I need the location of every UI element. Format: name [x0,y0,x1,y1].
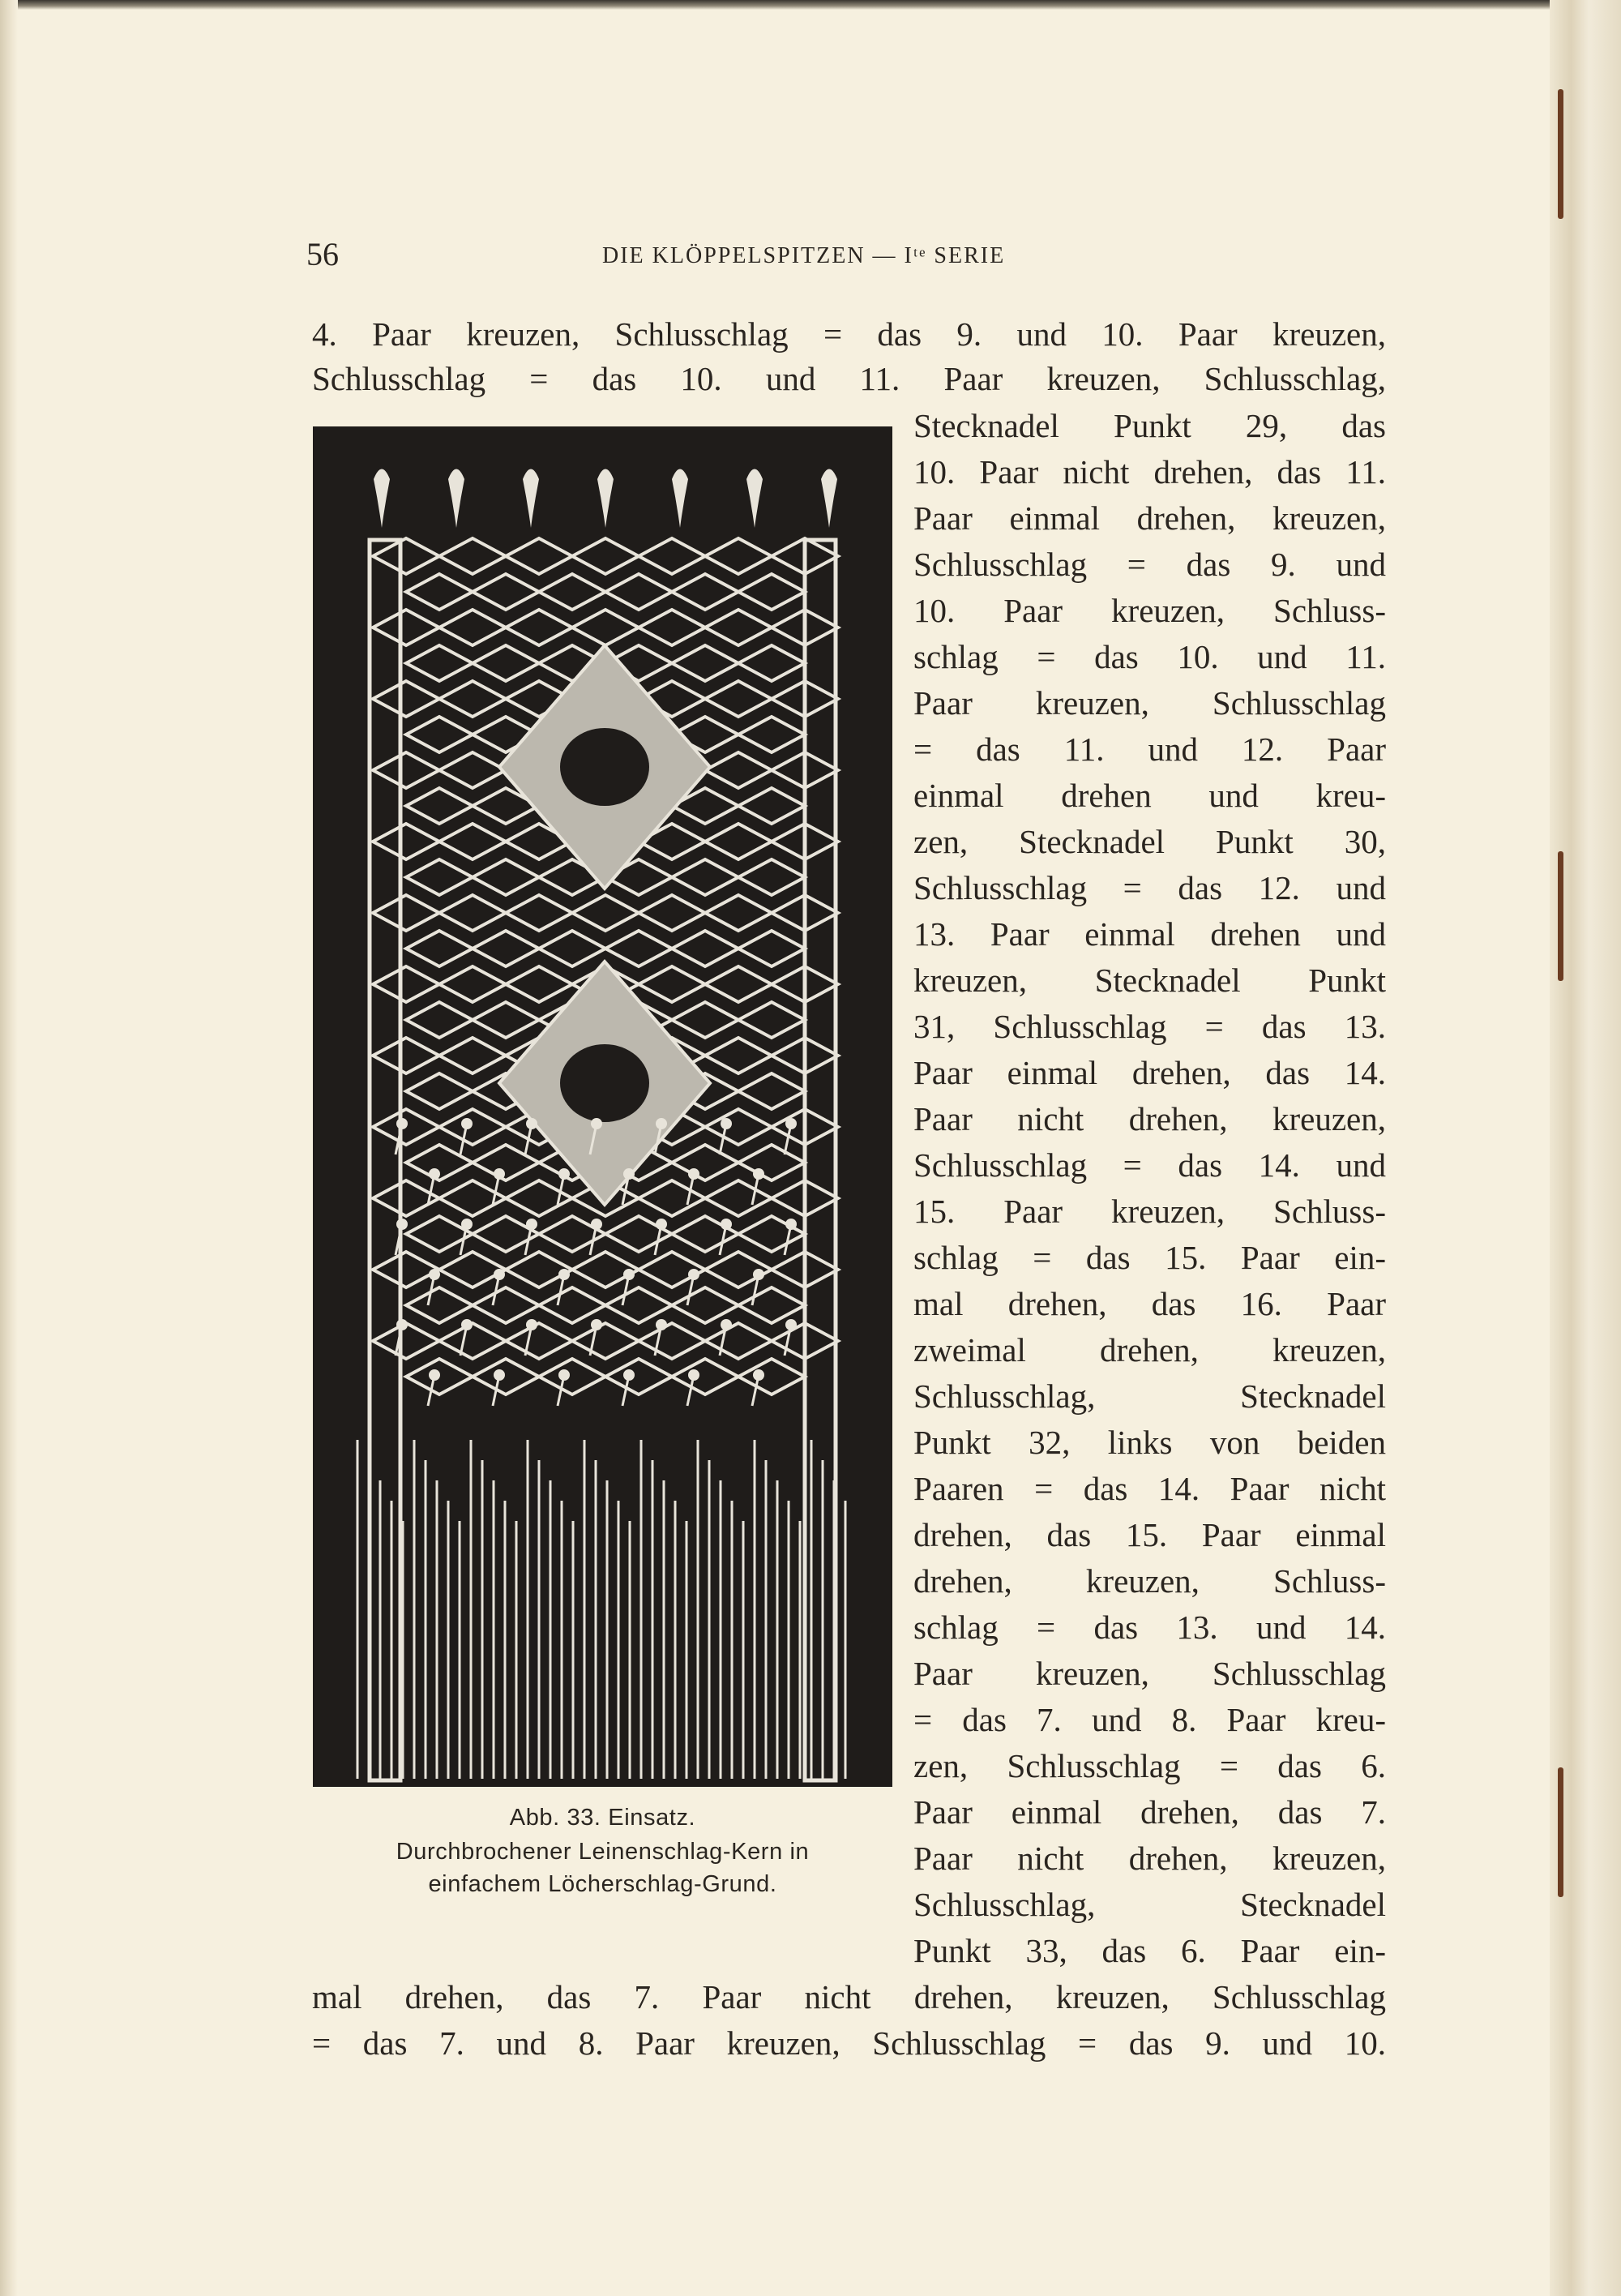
lace-net-cell [705,538,772,574]
text-line: zen, Stecknadel Punkt 30, [913,823,1386,860]
lace-net-cell [672,1287,738,1323]
lace-net-cell [738,574,805,610]
lace-net-cell [672,931,738,966]
text-line: 13. Paar einmal drehen und [913,915,1386,953]
spine-mark [1558,1767,1563,1897]
text-line: zen, Schlusschlag = das 6. [913,1747,1386,1784]
text-line: mal drehen, das 16. Paar [913,1285,1386,1322]
lace-net-cell [406,788,473,824]
text-line: mal drehen, das 7. Paar nicht drehen, kreuzen, Schlusschlag [312,1978,1386,2015]
lace-net-cell [738,859,805,895]
lace-core-hole [560,1044,649,1122]
text-line: = das 7. und 8. Paar kreu- [913,1701,1386,1738]
lace-net-cell [439,824,506,859]
text-line: 10. Paar nicht drehen, das 11. [913,453,1386,490]
lace-top-knot [672,469,688,529]
text-line: drehen, kreuzen, Schluss- [913,1562,1386,1600]
lace-pin-head [721,1118,732,1129]
lace-net-cell [605,931,672,966]
lace-pin-head [461,1118,473,1129]
lace-pin-head [461,1219,473,1230]
lace-net-cell [406,645,473,681]
lace-net-cell [539,1287,605,1323]
lace-pin-head [461,1319,473,1330]
lace-net-cell [639,610,705,645]
lace-pin-head [656,1319,667,1330]
lace-pin-head [753,1369,764,1381]
lace-pin-head [656,1118,667,1129]
lace-net-cell [705,966,772,1002]
text-line: Schlusschlag, Stecknadel [913,1886,1386,1923]
lace-net-cell [672,645,738,681]
spine-mark [1558,851,1563,981]
figure-caption-line: einfachem Löcherschlag-Grund. [428,1871,777,1897]
text-line: Schlusschlag, Stecknadel [913,1377,1386,1415]
text-line: Paar kreuzen, Schlusschlag [913,1655,1386,1692]
text-line: Paar kreuzen, Schlusschlag [913,684,1386,722]
lace-net-cell [539,574,605,610]
lace-pin-head [396,1319,408,1330]
lace-top-knot [523,469,539,529]
lace-top-knot [374,469,390,529]
lace-pin-head [721,1219,732,1230]
lace-pin-head [526,1319,537,1330]
lace-net-cell [506,538,572,574]
lace-net-cell [373,966,439,1002]
lace-net-cell [539,931,605,966]
lace-pin-head [785,1118,797,1129]
lace-net-cell [738,1002,805,1038]
text-line: schlag = das 15. Paar ein- [913,1239,1386,1276]
lace-net-cell [605,1359,672,1394]
lace-pin-head [396,1118,408,1129]
lace-net-cell [738,1073,805,1109]
lace-net-cell [738,1359,805,1394]
text-line: Paar nicht drehen, kreuzen, [913,1840,1386,1877]
book-spine [1550,0,1621,2296]
text-line: Stecknadel Punkt 29, das [913,407,1386,444]
text-line: = das 7. und 8. Paar kreuzen, Schlusschlag = das 9. und 10. [312,2024,1386,2062]
lace-net-cell [473,645,539,681]
lace-net-cell [473,1359,539,1394]
lace-net-cell [439,966,506,1002]
lace-pin-head [396,1219,408,1230]
text-line: Paar einmal drehen, das 7. [913,1793,1386,1831]
lace-pin-head [494,1369,505,1381]
lace-net-cell [373,752,439,788]
text-line: schlag = das 10. und 11. [913,638,1386,675]
lace-net-cell [539,1359,605,1394]
lace-net-cell [639,1180,705,1216]
lace-pin-head [526,1118,537,1129]
text-line: 31, Schlusschlag = das 13. [913,1008,1386,1045]
lace-net-cell [506,1323,572,1359]
lace-net-cell [738,1145,805,1180]
lace-pin-head [558,1369,570,1381]
lace-pin-head [429,1269,440,1280]
lace-net-cell [738,788,805,824]
lace-net-cell [705,824,772,859]
text-line: Paaren = das 14. Paar nicht [913,1470,1386,1507]
lace-net-cell [439,681,506,717]
lace-core-hole [560,728,649,806]
lace-net-cell [738,1287,805,1323]
lace-net-cell [473,1145,539,1180]
lace-net-cell [473,1002,539,1038]
lace-net-cell [705,610,772,645]
lace-net-cell [705,1038,772,1073]
lace-net-cell [572,538,639,574]
text-line: Paar nicht drehen, kreuzen, [913,1100,1386,1137]
lace-net-cell [473,859,539,895]
lace-border-right [805,540,836,1780]
lace-net-cell [439,895,506,931]
lace-net-cell [439,1109,506,1145]
spine-mark [1558,89,1563,219]
lace-pin-head [688,1269,699,1280]
lace-pin-head [623,1269,635,1280]
text-line: Paar einmal drehen, kreuzen, [913,499,1386,537]
lace-net-cell [406,1287,473,1323]
lace-net-cell [705,752,772,788]
text-line: schlag = das 13. und 14. [913,1608,1386,1646]
lace-net-cell [439,610,506,645]
page-left-shadow [0,0,18,2296]
lace-top-knot [821,469,837,529]
lace-net-cell [373,1038,439,1073]
text-line: Punkt 32, links von beiden [913,1424,1386,1461]
lace-net-cell [439,1323,506,1359]
lace-net-cell [473,931,539,966]
lace-net-cell [672,1359,738,1394]
lace-pin-head [785,1219,797,1230]
text-line: Punkt 33, das 6. Paar ein- [913,1932,1386,1969]
lace-net-cell [705,1180,772,1216]
lace-pin-head [558,1269,570,1280]
lace-net-cell [738,717,805,752]
text-line: einmal drehen und kreu- [913,777,1386,814]
lace-net-cell [373,610,439,645]
lace-pin-head [494,1269,505,1280]
text-line: Schlusschlag = das 10. und 11. Paar kreuzen, Schlusschlag, [312,360,1386,397]
lace-net-cell [373,824,439,859]
lace-pin-head [785,1319,797,1330]
page-number: 56 [306,236,339,272]
lace-net-cell [572,1323,639,1359]
text-line: Schlusschlag = das 14. und [913,1146,1386,1184]
lace-net-cell [672,1145,738,1180]
lace-pin-head [526,1219,537,1230]
text-line: Paar einmal drehen, das 14. [913,1054,1386,1091]
figure-caption-line: Durchbrochener Leinenschlag-Kern in [396,1839,810,1865]
text-line: Schlusschlag = das 12. und [913,869,1386,906]
lace-pin-head [558,1168,570,1180]
lace-pin-head [753,1269,764,1280]
lace-net-cell [639,966,705,1002]
text-line: 15. Paar kreuzen, Schluss- [913,1193,1386,1230]
lace-net-cell [406,717,473,752]
lace-pin-head [721,1319,732,1330]
lace-border-left [370,540,400,1780]
lace-net-cell [605,574,672,610]
lace-top-knot [597,469,614,529]
lace-net-cell [373,895,439,931]
lace-net-cell [506,966,572,1002]
lace-pin-head [656,1219,667,1230]
lace-net-cell [705,681,772,717]
lace-illustration [313,426,892,1787]
lace-net-cell [439,538,506,574]
lace-net-cell [373,538,439,574]
lace-net-cell [506,895,572,931]
lace-net-cell [705,895,772,931]
text-line: kreuzen, Stecknadel Punkt [913,962,1386,999]
figure-caption-title: Abb. 33. Einsatz. [509,1805,696,1831]
lace-net-cell [639,895,705,931]
lace-net-cell [705,1323,772,1359]
lace-pin-head [688,1369,699,1381]
lace-net-cell [639,1323,705,1359]
lace-net-cell [605,1287,672,1323]
lace-net-cell [406,931,473,966]
lace-pin-head [591,1319,602,1330]
lace-figure [313,426,892,1787]
lace-net-cell [473,574,539,610]
lace-net-cell [406,574,473,610]
page-header [306,235,1384,276]
lace-pin-head [591,1219,602,1230]
lace-net-cell [406,1002,473,1038]
lace-net-cell [406,859,473,895]
lace-net-cell [439,1038,506,1073]
lace-net-cell [406,1073,473,1109]
lace-net-cell [373,1252,439,1287]
lace-net-cell [672,1002,738,1038]
text-line: drehen, das 15. Paar einmal [913,1516,1386,1553]
lace-net-cell [705,1109,772,1145]
lace-net-cell [439,752,506,788]
lace-pin-head [591,1118,602,1129]
lace-pin-head [494,1168,505,1180]
page-top-edge [0,0,1621,10]
lace-pin-head [753,1168,764,1180]
lace-net-cell [373,681,439,717]
lace-net-cell [639,538,705,574]
lace-top-knot [448,469,464,529]
lace-net-cell [738,931,805,966]
lace-pin-head [429,1168,440,1180]
lace-net-cell [572,610,639,645]
lace-net-cell [506,610,572,645]
text-line: 4. Paar kreuzen, Schlusschlag = das 9. und 10. Paar kreuzen, [312,315,1386,353]
lace-net-cell [738,645,805,681]
text-line: = das 11. und 12. Paar [913,730,1386,768]
text-line: zweimal drehen, kreuzen, [913,1331,1386,1369]
lace-net-cell [572,895,639,931]
text-line: Schlusschlag = das 9. und [913,546,1386,583]
lace-net-cell [705,1252,772,1287]
lace-pin-head [623,1168,635,1180]
text-line: 10. Paar kreuzen, Schluss- [913,592,1386,629]
lace-pin-head [429,1369,440,1381]
lace-net-cell [439,1252,506,1287]
lace-pin-head [623,1369,635,1381]
lace-top-knot [746,469,763,529]
lace-net-cell [672,859,738,895]
lace-net-cell [672,574,738,610]
lace-net-cell [473,1287,539,1323]
lace-pin-head [688,1168,699,1180]
running-head: DIE KLÖPPELSPITZEN — Iᵗᵉ SERIE [602,243,1006,268]
